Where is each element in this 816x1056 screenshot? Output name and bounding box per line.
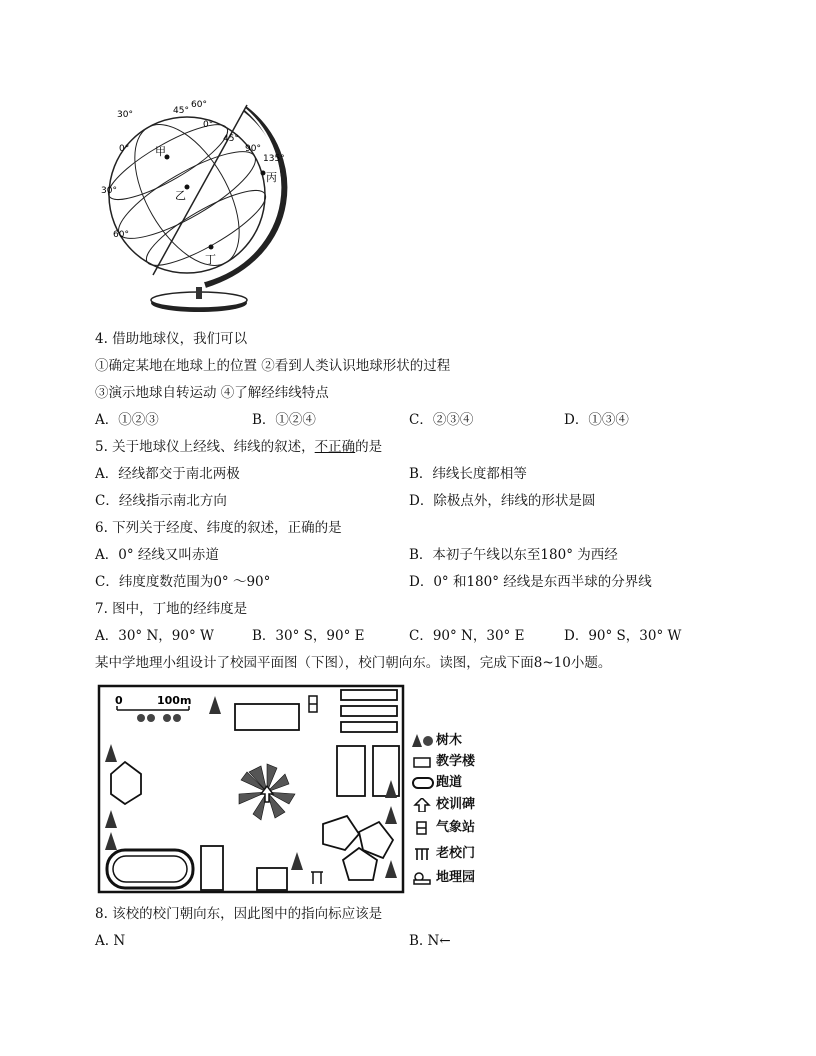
weather-station-icon [412,821,434,835]
q5-stem-post: 的是 [355,439,383,455]
teaching-building-3 [373,746,399,796]
legend-weather-station: 气象站 [412,820,475,836]
q5-stem-underlined: 不正确 [314,439,356,455]
label-lat30a: 30° [117,110,133,120]
q7-option-a[interactable]: A．30° N，90° W [95,628,214,644]
teaching-building-2 [337,746,365,796]
q6-option-c[interactable]: C．纬度度数范围为0° ～90° [95,574,271,590]
q8-stem: 8. 该校的校门朝向东，因此图中的指向标应该是 [95,906,383,922]
legend-geography-garden: 地理园 [412,870,475,886]
q7-stem: 7. 图中，丁地的经纬度是 [95,601,248,617]
track-icon [412,776,434,790]
scale-zero: 0 [115,694,123,707]
q7-option-b[interactable]: B．30° S，90° E [252,628,365,644]
q5-stem-pre: 5. 关于地球仪上经线、纬线的叙述， [95,439,315,455]
q5-option-a[interactable]: A．经线都交于南北两极 [95,466,240,482]
q7-option-c[interactable]: C．90° N，30° E [409,628,525,644]
label-lat60b: 60° [113,230,129,240]
passage-text: 某中学地理小组设计了校园平面图（下图），校门朝向东。读图，完成下面8~10小题。 [95,655,612,671]
geography-garden-icon [412,871,434,885]
q4-option-c[interactable]: C．②③④ [409,412,474,428]
q4-option-d[interactable]: D．①③④ [564,412,629,428]
q4-stem: 4. 借助地球仪，我们可以 [95,331,248,347]
label-lat0: 0° [119,144,130,154]
label-lat30b: 30° [101,186,117,196]
globe-figure [95,95,300,315]
label-lat45: 45° [173,106,189,116]
q8-option-a[interactable]: A. N [95,933,126,949]
label-lon135: 135° [263,154,285,164]
q5-stem [95,438,382,456]
q6-option-a[interactable]: A．0° 经线又叫赤道 [95,547,219,563]
q4-option-b[interactable]: B．①②④ [252,412,316,428]
q4-option-a[interactable]: A．①②③ [95,412,159,428]
legend-track: 跑道 [412,775,462,791]
label-lon45: 45° [223,134,239,144]
label-lon0top: 0° [203,120,214,130]
label-bing: 丙 [266,171,277,184]
q7-option-d[interactable]: D．90° S，30° W [564,628,682,644]
label-yi: 乙 [175,189,186,202]
label-lon90: 90° [245,144,261,154]
label-lat60: 60° [191,100,207,110]
q4-items-2: ③演示地球自转运动 ④了解经纬线特点 [95,385,329,401]
old-gate-icon [412,847,434,861]
q6-stem: 6. 下列关于经度、纬度的叙述，正确的是 [95,520,342,536]
q5-option-c[interactable]: C．经线指示南北方向 [95,493,227,509]
label-ding: 丁 [205,253,216,266]
q5-option-b[interactable]: B．纬线长度都相等 [409,466,527,482]
building-icon [412,755,434,769]
teaching-building-4 [201,846,223,890]
q4-items-1: ①确定某地在地球上的位置 ②看到人类认识地球形状的过程 [95,358,451,374]
campus-map [97,684,407,896]
legend-trees: 树木 [412,733,462,749]
legend-motto-monument: 校训碑 [412,797,475,813]
globe-sphere [109,117,265,273]
q6-option-d[interactable]: D．0° 和180° 经线是东西半球的分界线 [409,574,652,590]
q5-option-d[interactable]: D．除极点外，纬线的形状是圆 [409,493,596,509]
q8-option-b[interactable]: B. N← [409,933,451,949]
legend-old-gate: 老校门 [412,846,475,862]
q6-option-b[interactable]: B．本初子午线以东至180° 为西经 [409,547,618,563]
tree-icon [412,734,434,748]
scale-label: 100m [157,694,192,707]
teaching-building-1 [235,704,299,730]
monument-icon [412,798,434,812]
legend-teaching-building: 教学楼 [412,754,475,770]
label-jia: 甲 [155,145,166,158]
old-gate-area [257,868,287,890]
